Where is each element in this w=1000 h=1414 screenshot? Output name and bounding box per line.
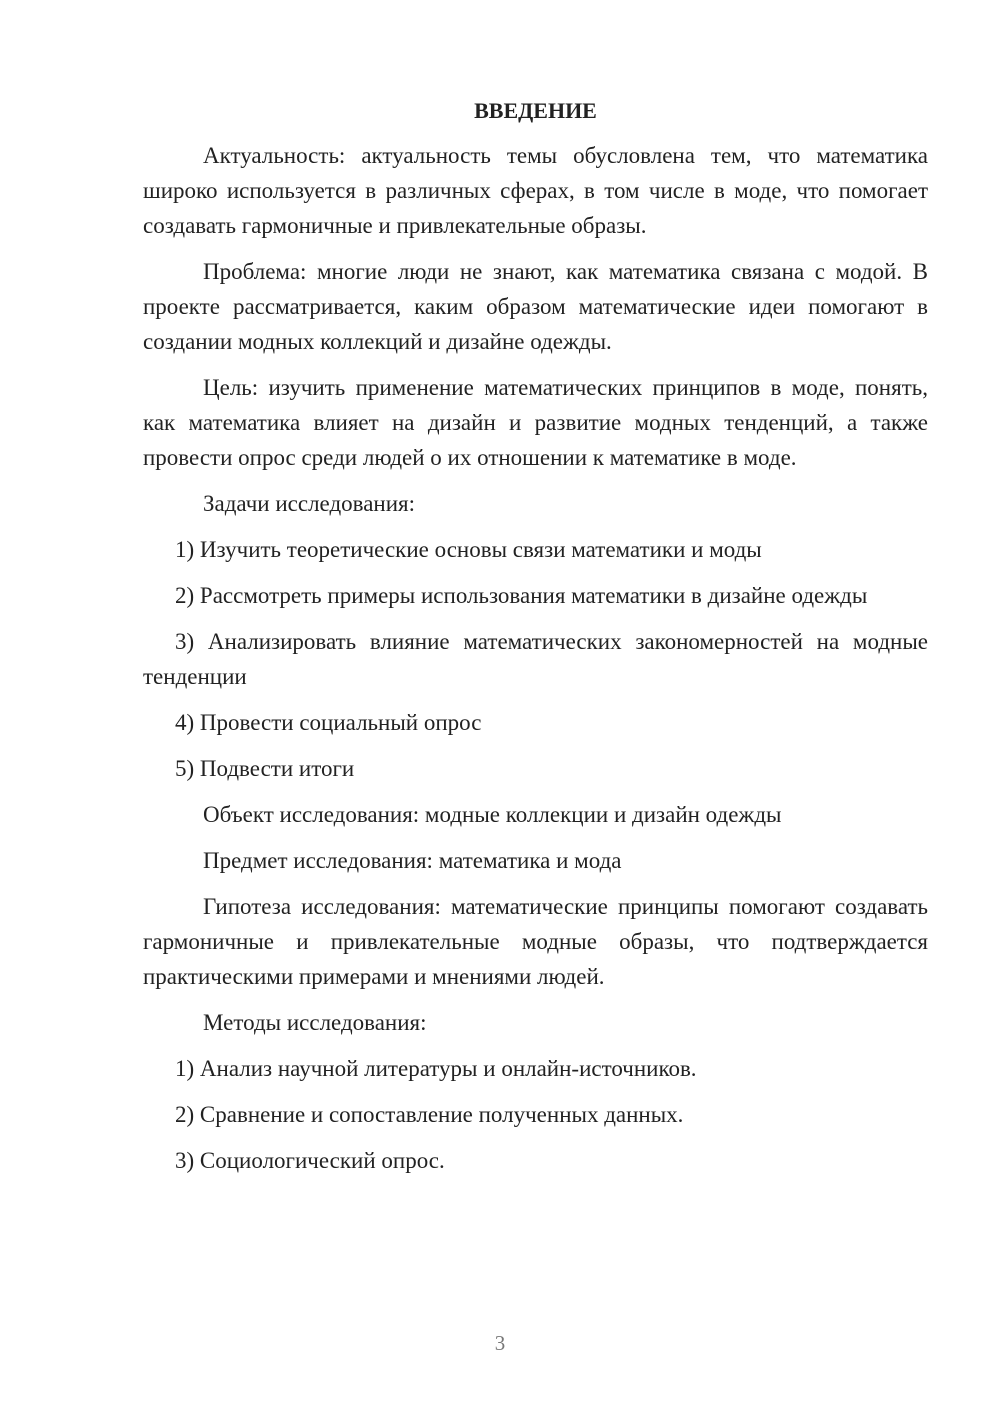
- task-item-3: 3) Анализировать влияние математических закономерностей на модные тенденции: [143, 629, 928, 689]
- method-item-3: 3) Социологический опрос.: [175, 1148, 445, 1173]
- tasks-heading: Задачи исследования:: [203, 491, 416, 516]
- task-item-4: 4) Провести социальный опрос: [175, 710, 482, 735]
- problem-paragraph: Проблема: многие люди не знают, как математика связана с модой. В проекте рассматривается, каким образом математические идеи помогают в создании модных коллекций и дизайне одежды.: [143, 259, 928, 354]
- methods-heading: Методы исследования:: [203, 1010, 427, 1035]
- method-item-1: 1) Анализ научной литературы и онлайн-источников.: [175, 1056, 697, 1081]
- task-item-1: 1) Изучить теоретические основы связи математики и моды: [175, 537, 762, 562]
- task-item-5: 5) Подвести итоги: [175, 756, 355, 781]
- goal-paragraph: Цель: изучить применение математических принципов в моде, понять, как математика влияет на дизайн и развитие модных тенденций, а также провести опрос среди людей о их отношении к математике в моде.: [143, 375, 928, 470]
- object-line: Объект исследования: модные коллекции и дизайн одежды: [203, 802, 782, 827]
- relevance-paragraph: Актуальность: актуальность темы обусловлена тем, что математика широко используется в различных сферах, в том числе в моде, что помогает создавать гармоничные и привлекательные образы.: [143, 143, 928, 238]
- method-item-2: 2) Сравнение и сопоставление полученных данных.: [175, 1102, 684, 1127]
- task-item-2: 2) Рассмотреть примеры использования математики в дизайне одежды: [175, 583, 868, 608]
- page-number: 3: [494, 1331, 506, 1355]
- document-page: [143, 94, 928, 1189]
- hypothesis-paragraph: Гипотеза исследования: математические принципы помогают создавать гармоничные и привлекательные модные образы, что подтверждается практическими примерами и мнениями людей.: [143, 894, 928, 989]
- page-title: ВВЕДЕНИЕ: [474, 98, 597, 123]
- subject-line: Предмет исследования: математика и мода: [203, 848, 622, 873]
